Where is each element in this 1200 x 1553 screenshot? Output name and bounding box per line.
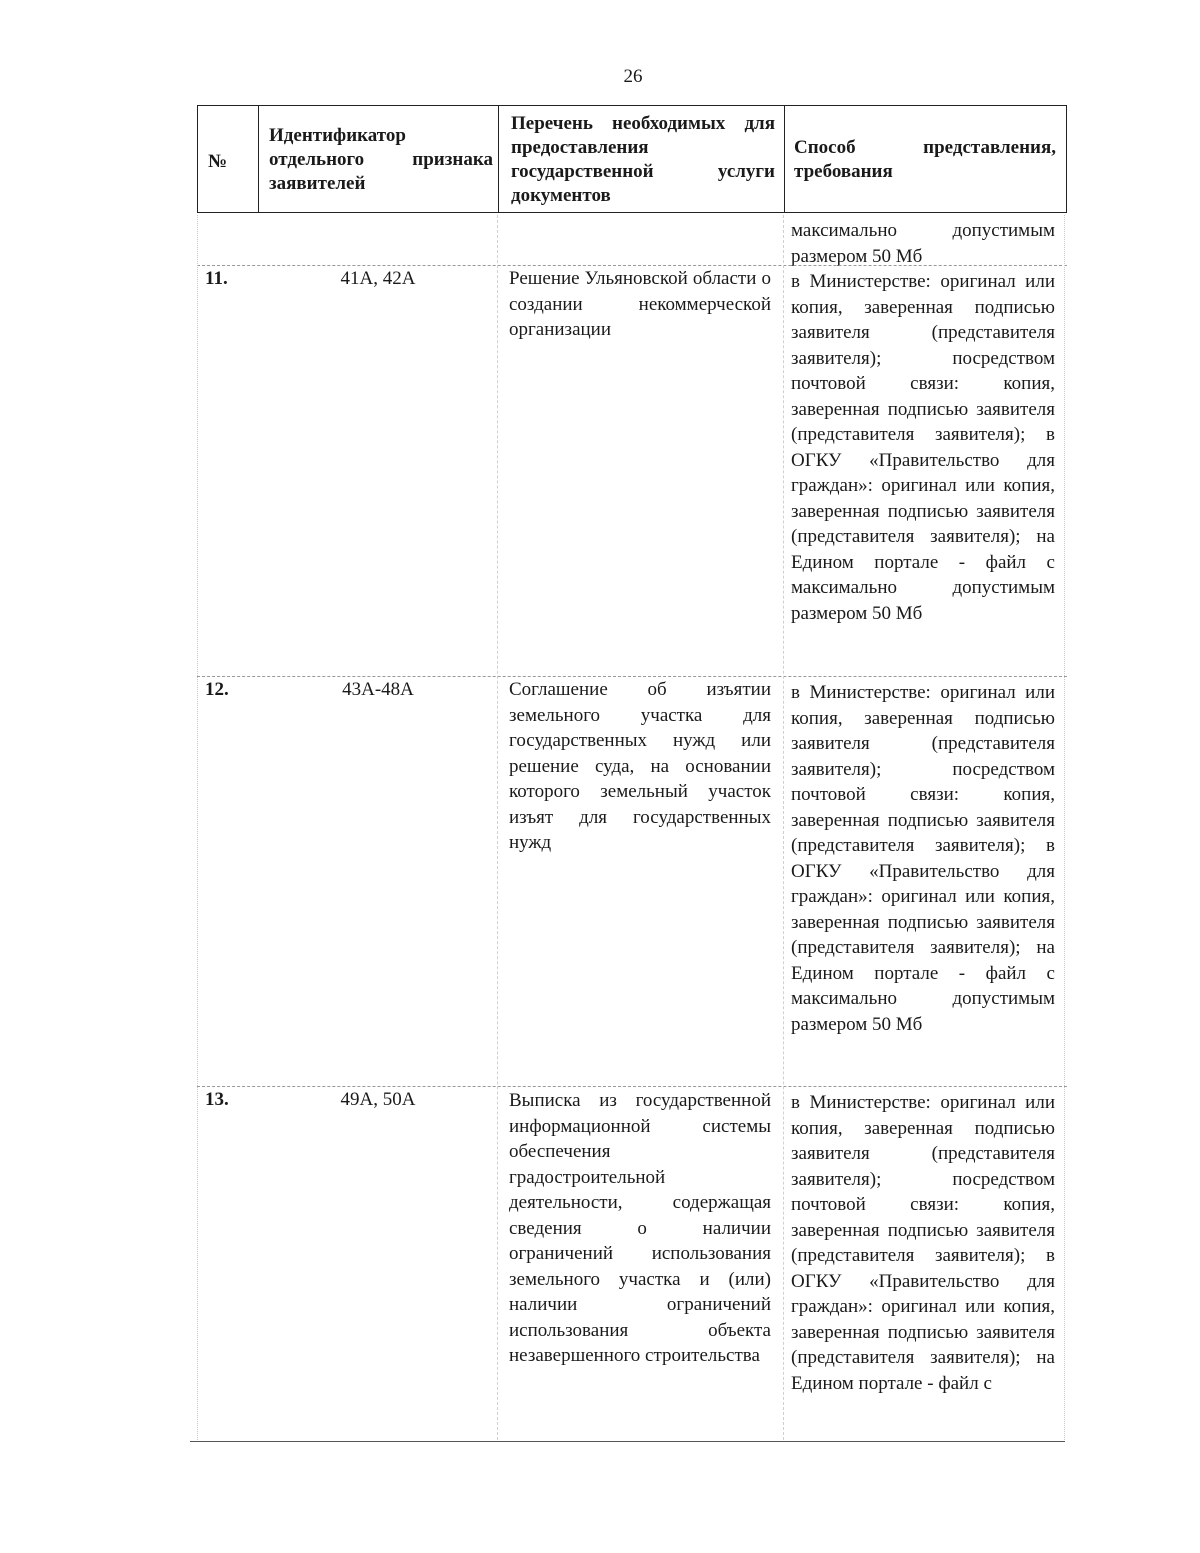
column-divider xyxy=(258,106,259,212)
row-number: 11. xyxy=(205,268,228,289)
row-method: в Министерстве: оригинал или копия, заверенная подписью заявителя (представителя заявителя); посредством почтовой связи: копия, заверенная подписью заявителя (представителя заявителя); в ОГКУ «Правительство для граждан»: оригинал или копия, заверенная подписью заявителя (представителя заявителя); на Едином портале - файл с xyxy=(791,1092,1055,1394)
column-line xyxy=(1064,215,1065,1440)
row-identifier: 49А, 50А xyxy=(340,1089,416,1110)
column-divider xyxy=(498,106,499,212)
header-documents: Перечень необходимых для предоставления государственной услуги документов xyxy=(511,113,775,206)
header-method: Способ представления, требования xyxy=(794,137,1056,182)
row-method: в Министерстве: оригинал или копия, заверенная подписью заявителя (представителя заявителя); посредством почтовой связи: копия, заверенная подписью заявителя (представителя заявителя); в ОГКУ «Правительство для граждан»: оригинал или копия, заверенная подписью заявителя (представителя заявителя); на Едином портале - файл с максимально допустимым размером 50 Мб xyxy=(791,682,1055,1035)
page-number: 26 xyxy=(623,66,643,87)
row-number: 12. xyxy=(205,679,229,700)
header-identifier: Идентификатор отдельного признака заявителей xyxy=(269,125,493,194)
row-document: Решение Ульяновской области о создании некоммерческой организации xyxy=(509,268,771,340)
header-number: № xyxy=(208,151,228,172)
table-header xyxy=(197,105,1067,213)
column-divider xyxy=(784,106,785,212)
row-method: в Министерстве: оригинал или копия, заверенная подписью заявителя (представителя заявителя); посредством почтовой связи: копия, заверенная подписью заявителя (представителя заявителя); в ОГКУ «Правительство для граждан»: оригинал или копия, заверенная подписью заявителя (представителя заявителя); на Едином портале - файл с максимально допустимым размером 50 Мб xyxy=(791,271,1055,624)
table-bottom-line xyxy=(190,1441,1065,1442)
row-identifier: 41А, 42А xyxy=(340,268,416,289)
row-document: Выписка из государственной информационной системы обеспечения градостроительной деятельности, содержащая сведения о наличии ограничений использования земельного участка и (или) наличии ограничений использования объекта незавершенного строительства xyxy=(509,1090,771,1366)
row-separator xyxy=(197,1086,1067,1087)
row-number: 13. xyxy=(205,1089,229,1110)
row-document: Соглашение об изъятии земельного участка для государственных нужд или решение суда, на основании которого земельный участок изъят для государственных нужд xyxy=(509,679,771,853)
column-line xyxy=(783,215,784,1440)
column-line xyxy=(197,215,198,1440)
row-identifier: 43А-48А xyxy=(342,679,414,700)
column-line xyxy=(497,215,498,1440)
continued-method-text: максимально допустимым размером 50 Мб xyxy=(791,220,1055,267)
